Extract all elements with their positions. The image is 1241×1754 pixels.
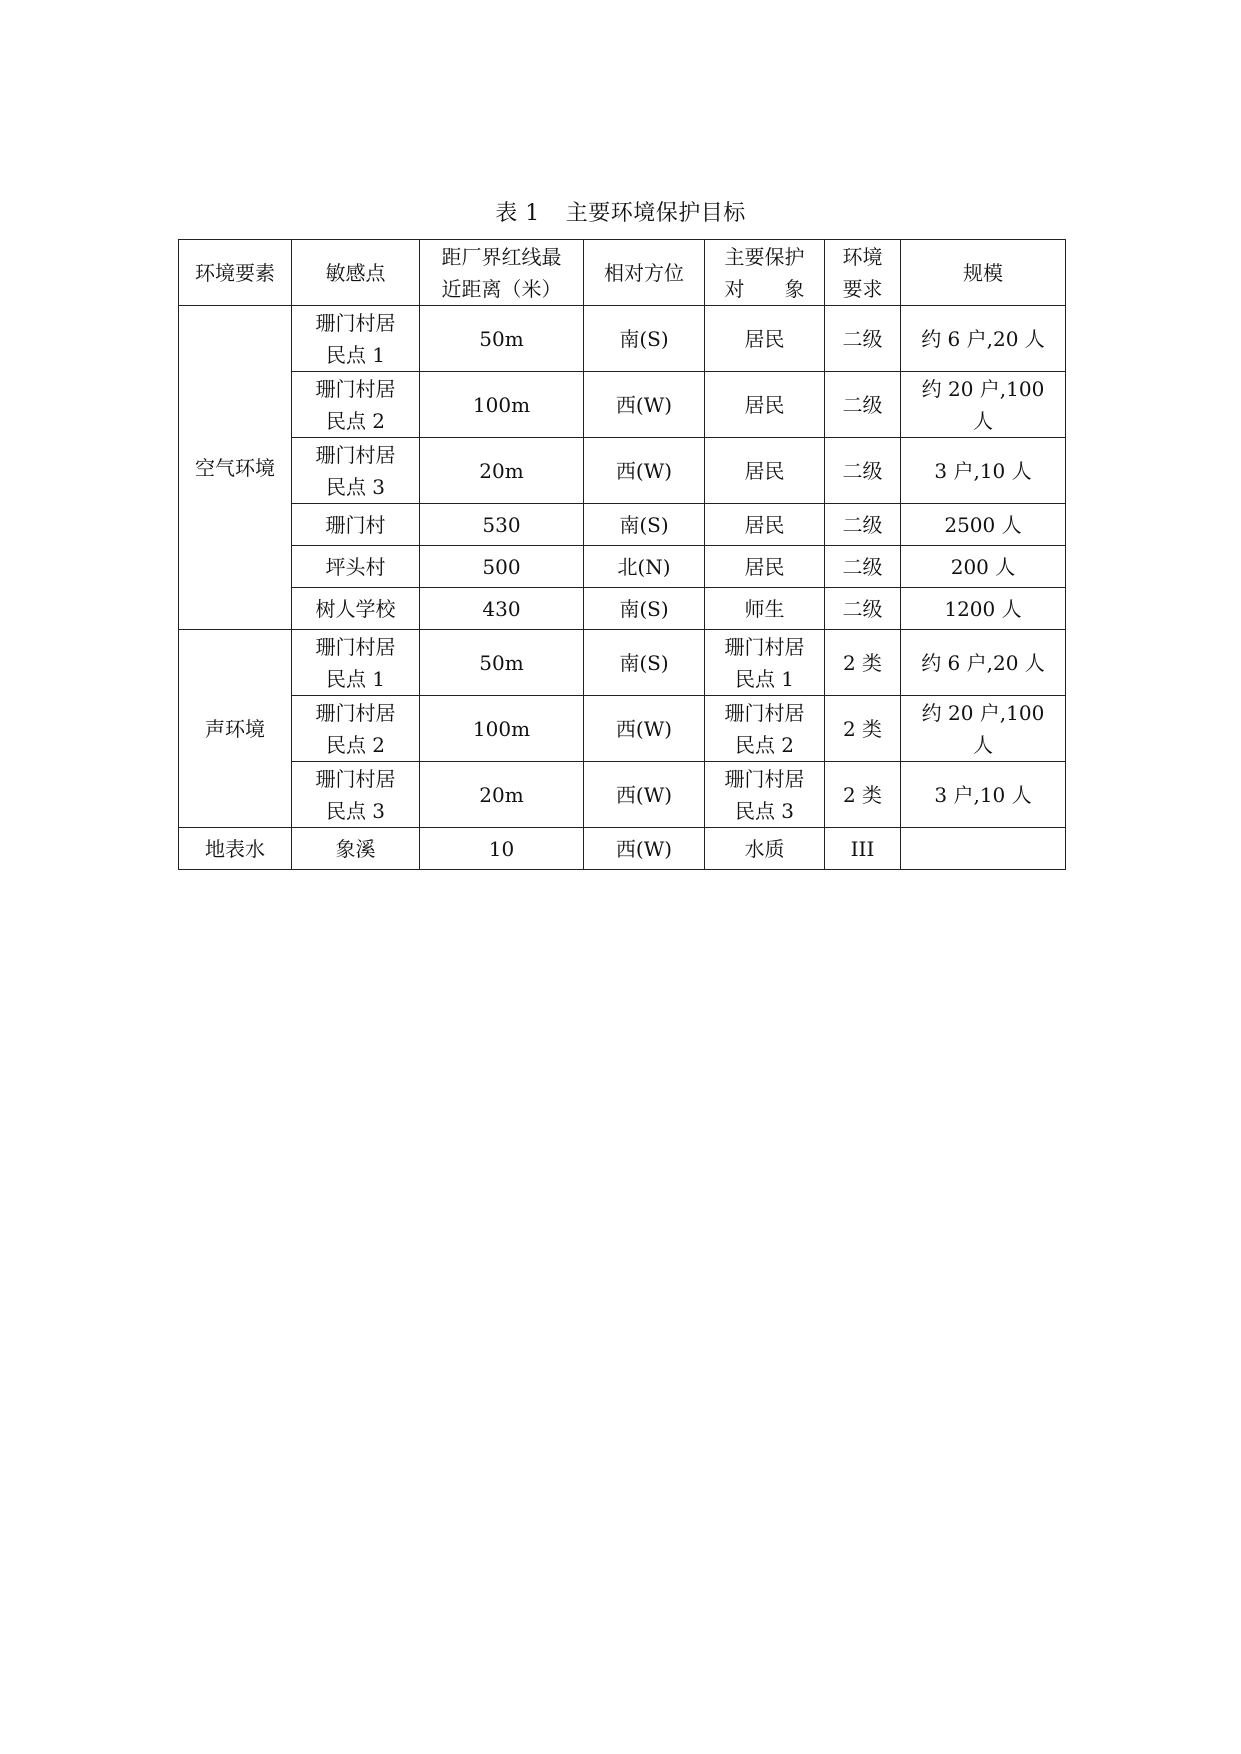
- cell-direction: 西(W): [584, 696, 705, 762]
- cell-direction: 西(W): [584, 372, 705, 438]
- cell-requirement: 2 类: [825, 696, 901, 762]
- cell-direction: 南(S): [584, 504, 705, 546]
- header-element: 环境要素: [179, 240, 292, 306]
- cell-direction: 西(W): [584, 438, 705, 504]
- table-row: [179, 762, 1066, 828]
- cell-requirement: 2 类: [825, 762, 901, 828]
- table-row: [179, 696, 1066, 762]
- table-row: [179, 438, 1066, 504]
- cell-requirement: 2 类: [825, 630, 901, 696]
- header-env-requirement: 环境要求: [825, 240, 901, 306]
- cell-distance: 10: [420, 828, 584, 870]
- header-sensitive-point: 敏感点: [292, 240, 420, 306]
- header-direction: 相对方位: [584, 240, 705, 306]
- cell-scale: 2500 人: [901, 504, 1066, 546]
- group-noise: 声环境: [179, 630, 292, 828]
- table-row: [179, 588, 1066, 630]
- cell-point: 象溪: [292, 828, 420, 870]
- cell-point: 珊门村居民点 3: [292, 762, 420, 828]
- cell-scale: 约 20 户,100 人: [901, 372, 1066, 438]
- cell-direction: 西(W): [584, 762, 705, 828]
- table-row: [179, 372, 1066, 438]
- cell-distance: 100m: [420, 696, 584, 762]
- cell-direction: 南(S): [584, 630, 705, 696]
- cell-scale: 约 20 户,100 人: [901, 696, 1066, 762]
- cell-point: 珊门村居民点 1: [292, 630, 420, 696]
- cell-distance: 530: [420, 504, 584, 546]
- cell-requirement: 二级: [825, 372, 901, 438]
- table-caption: [0, 198, 1241, 230]
- cell-scale: 3 户,10 人: [901, 438, 1066, 504]
- cell-distance: 100m: [420, 372, 584, 438]
- table-title: 主要环境保护目标: [565, 201, 746, 226]
- cell-direction: 南(S): [584, 306, 705, 372]
- table-row: [179, 546, 1066, 588]
- cell-distance: 20m: [420, 762, 584, 828]
- cell-scale: 1200 人: [901, 588, 1066, 630]
- table-number: 表 1: [495, 201, 540, 226]
- cell-scale: 约 6 户,20 人: [901, 306, 1066, 372]
- cell-requirement: 二级: [825, 504, 901, 546]
- cell-object: 水质: [705, 828, 825, 870]
- cell-object: 居民: [705, 372, 825, 438]
- cell-object: 居民: [705, 546, 825, 588]
- header-protect-object: 主要保护对 象: [705, 240, 825, 306]
- cell-scale: [901, 828, 1066, 870]
- cell-object: 师生: [705, 588, 825, 630]
- cell-object: 居民: [705, 306, 825, 372]
- table-row: [179, 504, 1066, 546]
- header-distance: 距厂界红线最近距离（米）: [420, 240, 584, 306]
- cell-distance: 50m: [420, 306, 584, 372]
- cell-distance: 20m: [420, 438, 584, 504]
- cell-object: 居民: [705, 438, 825, 504]
- table-row: [179, 306, 1066, 372]
- cell-object: 珊门村居民点 1: [705, 630, 825, 696]
- cell-requirement: 二级: [825, 588, 901, 630]
- cell-scale: 约 6 户,20 人: [901, 630, 1066, 696]
- cell-object: 居民: [705, 504, 825, 546]
- cell-point: 珊门村: [292, 504, 420, 546]
- table-row: [179, 828, 1066, 870]
- cell-distance: 50m: [420, 630, 584, 696]
- cell-distance: 430: [420, 588, 584, 630]
- group-air: 空气环境: [179, 306, 292, 630]
- cell-requirement: 二级: [825, 306, 901, 372]
- cell-point: 珊门村居民点 1: [292, 306, 420, 372]
- cell-direction: 西(W): [584, 828, 705, 870]
- cell-point: 坪头村: [292, 546, 420, 588]
- cell-point: 珊门村居民点 2: [292, 372, 420, 438]
- cell-object: 珊门村居民点 2: [705, 696, 825, 762]
- header-scale: 规模: [901, 240, 1066, 306]
- environmental-protection-targets-table: [178, 239, 1066, 870]
- cell-scale: 3 户,10 人: [901, 762, 1066, 828]
- cell-requirement: 二级: [825, 438, 901, 504]
- cell-distance: 500: [420, 546, 584, 588]
- cell-direction: 南(S): [584, 588, 705, 630]
- cell-requirement: III: [825, 828, 901, 870]
- cell-object: 珊门村居民点 3: [705, 762, 825, 828]
- cell-point: 树人学校: [292, 588, 420, 630]
- cell-scale: 200 人: [901, 546, 1066, 588]
- cell-point: 珊门村居民点 2: [292, 696, 420, 762]
- header-row: [179, 240, 1066, 306]
- group-surface-water: 地表水: [179, 828, 292, 870]
- table-row: [179, 630, 1066, 696]
- cell-point: 珊门村居民点 3: [292, 438, 420, 504]
- cell-requirement: 二级: [825, 546, 901, 588]
- cell-direction: 北(N): [584, 546, 705, 588]
